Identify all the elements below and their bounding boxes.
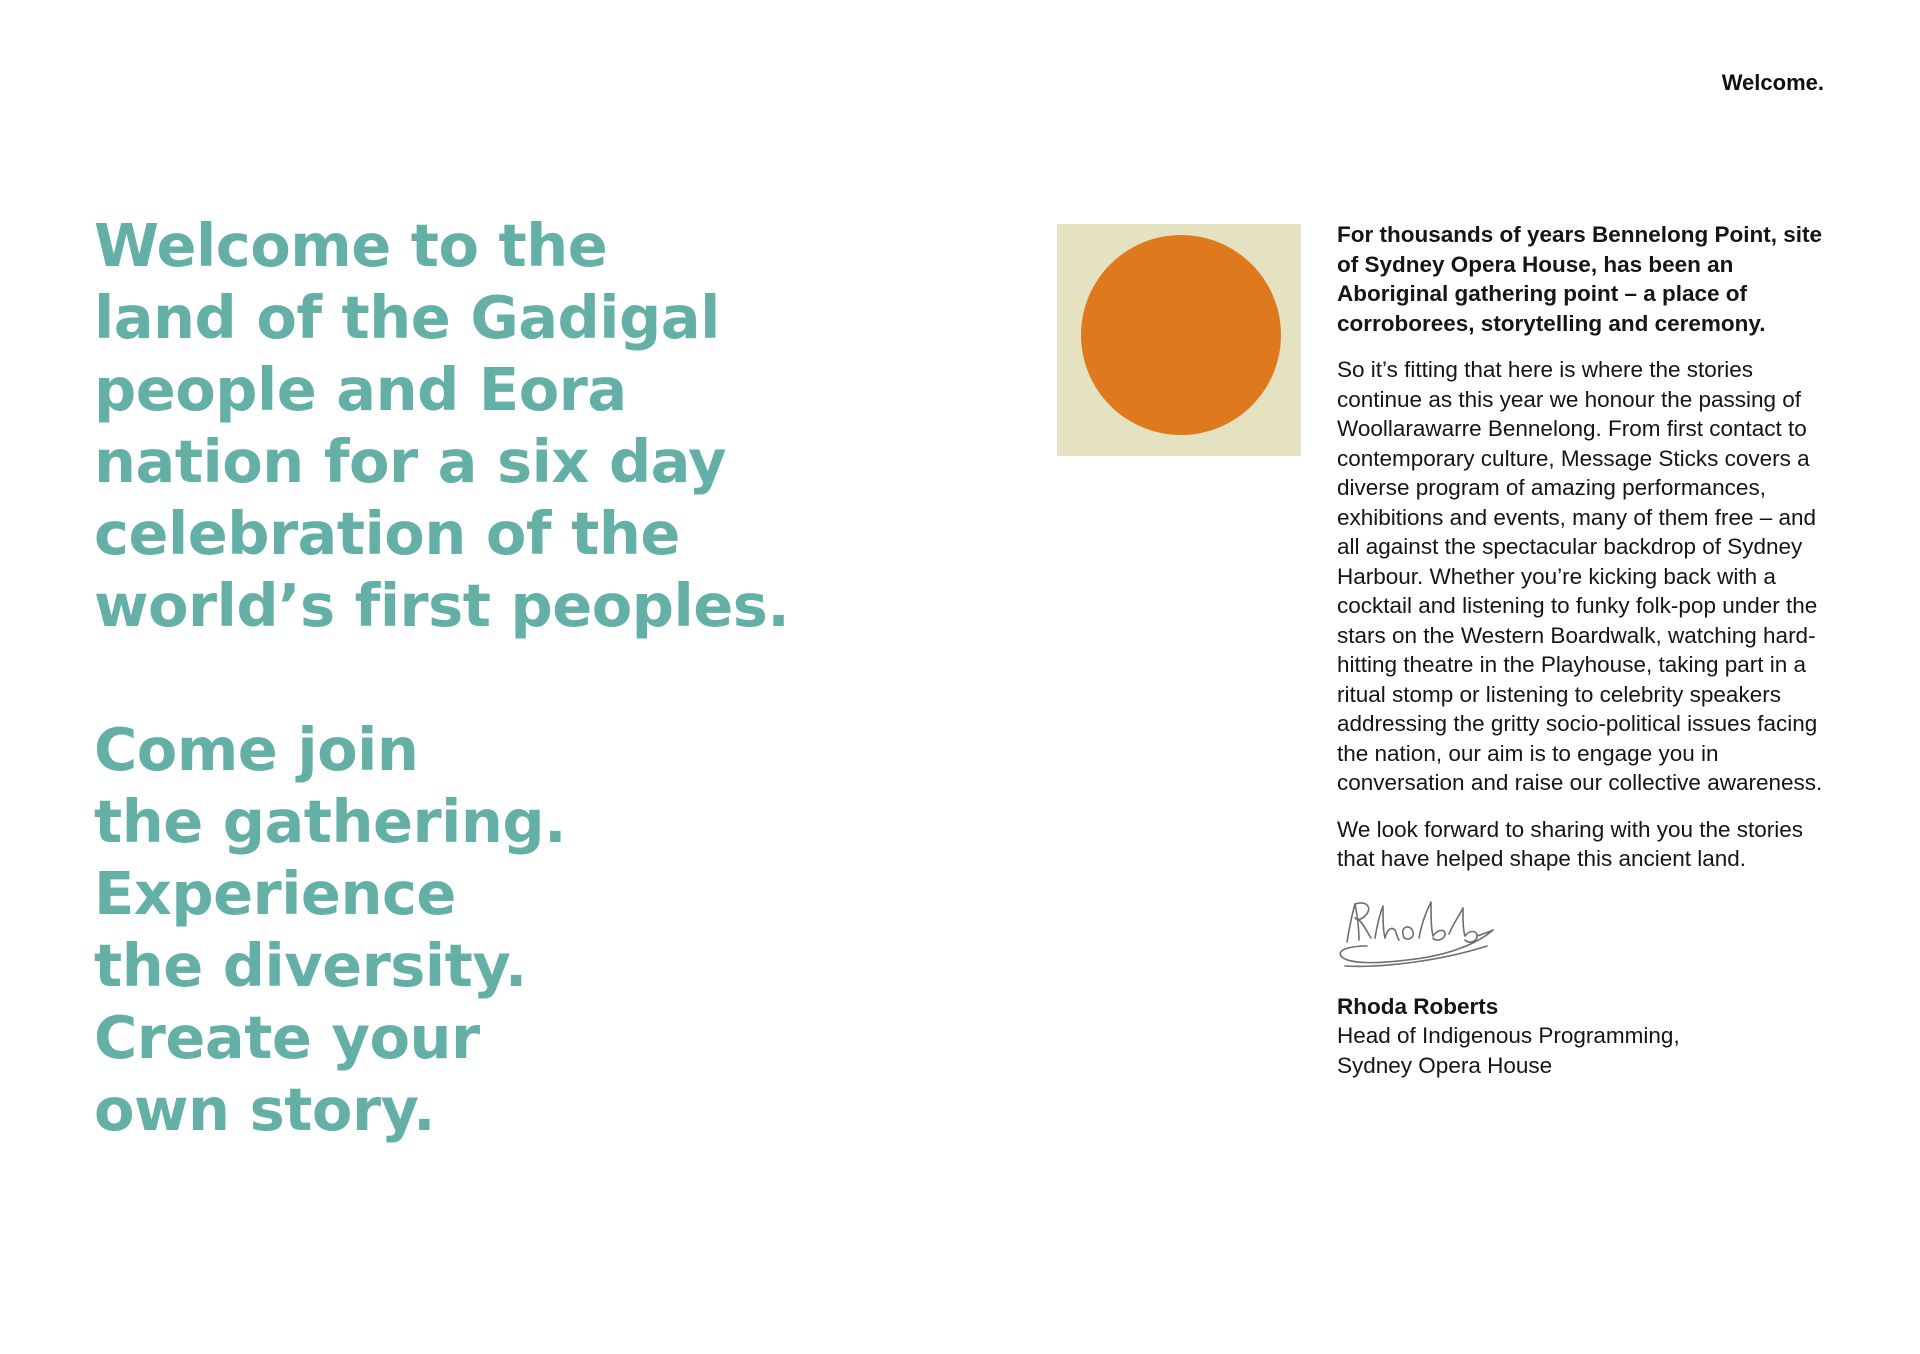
tagline-line: Create your	[94, 1003, 480, 1072]
signatory-role: Head of Indigenous Programming,	[1337, 1023, 1680, 1048]
tagline-line: the diversity.	[94, 931, 527, 1000]
sun-circle-graphic	[1081, 235, 1281, 435]
headline-line: land of the Gadigal	[94, 283, 720, 352]
tagline-line: Come join	[94, 715, 419, 784]
body-paragraph: So it’s fitting that here is where the stories continue as this year we honour the passing of Woollarawarre Bennelong. From first contact to contemporary culture, Message Sticks covers a diverse program of amazing performances, exhibitions and events, many of them free – and all against the spectacular backdrop of Sydney Harbour. Whether you’re kicking back with a cocktail and listening to funky folk-pop under the stars on the Western Boardwalk, watching hard-hitting theatre in the Playhouse, taking part in a ritual stomp or listening to celebrity speakers addressing the gritty socio-political issues facing the nation, our aim is to engage you in conversation and raise our collective awareness.	[1337, 357, 1823, 795]
tagline-headline	[94, 714, 854, 1146]
closing-paragraph: We look forward to sharing with you the stories that have helped shape this ancient land.	[1337, 816, 1804, 871]
headline-column	[94, 210, 854, 1146]
tagline-line: own story.	[94, 1075, 435, 1144]
headline-line: celebration of the	[94, 499, 680, 568]
tagline-line: Experience	[94, 859, 456, 928]
headline-line: world’s first peoples.	[94, 571, 790, 640]
headline-line: nation for a six day	[94, 427, 727, 496]
headline-line: people and Eora	[94, 355, 627, 424]
handwritten-signature-icon	[1337, 894, 1497, 978]
sun-artwork-panel	[1057, 224, 1301, 456]
tagline-line: the gathering.	[94, 787, 567, 856]
signatory-name: Rhoda Roberts	[1337, 993, 1499, 1019]
headline-line: Welcome to the	[94, 211, 608, 280]
welcome-headline	[94, 210, 854, 642]
signatory-organisation: Sydney Opera House	[1337, 1052, 1553, 1078]
page-header-title: Welcome.	[1721, 70, 1824, 95]
welcome-letter	[1337, 220, 1837, 1080]
intro-paragraph: For thousands of years Bennelong Point, site of Sydney Opera House, has been an Aboriginal gathering point – a place of corroborees, storytelling and ceremony.	[1337, 222, 1823, 336]
